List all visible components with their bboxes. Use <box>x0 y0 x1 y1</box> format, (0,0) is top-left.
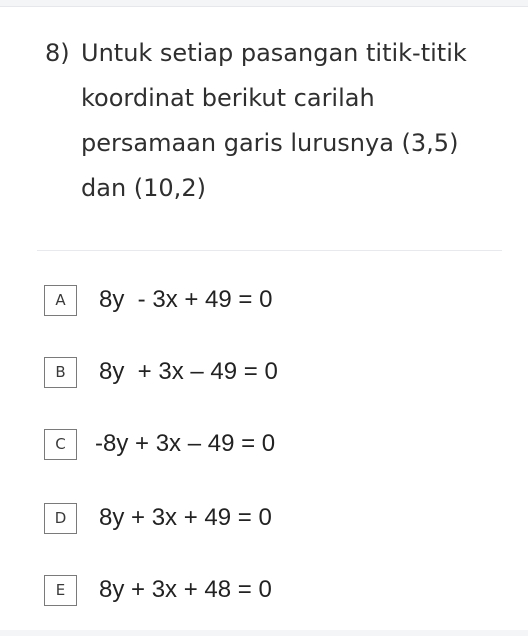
option-a-letter[interactable]: A <box>44 285 77 316</box>
question-card <box>0 6 528 630</box>
option-e-letter[interactable]: E <box>44 575 77 606</box>
divider <box>37 250 502 251</box>
option-c-letter[interactable]: C <box>44 429 77 460</box>
option-d-letter[interactable]: D <box>44 503 77 534</box>
option-a[interactable] <box>44 283 272 317</box>
option-d[interactable] <box>44 501 272 535</box>
option-c[interactable] <box>44 427 275 461</box>
option-b-letter[interactable]: B <box>44 357 77 388</box>
question <box>45 31 505 211</box>
option-c-text[interactable]: -8y + 3x – 49 = 0 <box>95 430 276 457</box>
question-text: Untuk setiap pasangan titik-titik koordinat berikut carilah persamaan garis lurusnya (3,5) dan (10,2) <box>81 39 467 202</box>
question-number: 8) <box>45 39 70 67</box>
option-e[interactable] <box>44 573 272 607</box>
option-d-text[interactable]: 8y + 3x + 49 = 0 <box>99 504 272 531</box>
option-b[interactable] <box>44 355 278 389</box>
option-e-text[interactable]: 8y + 3x + 48 = 0 <box>99 576 272 603</box>
option-a-text[interactable]: 8y - 3x + 49 = 0 <box>99 286 273 313</box>
option-b-text[interactable]: 8y + 3x – 49 = 0 <box>99 358 278 385</box>
